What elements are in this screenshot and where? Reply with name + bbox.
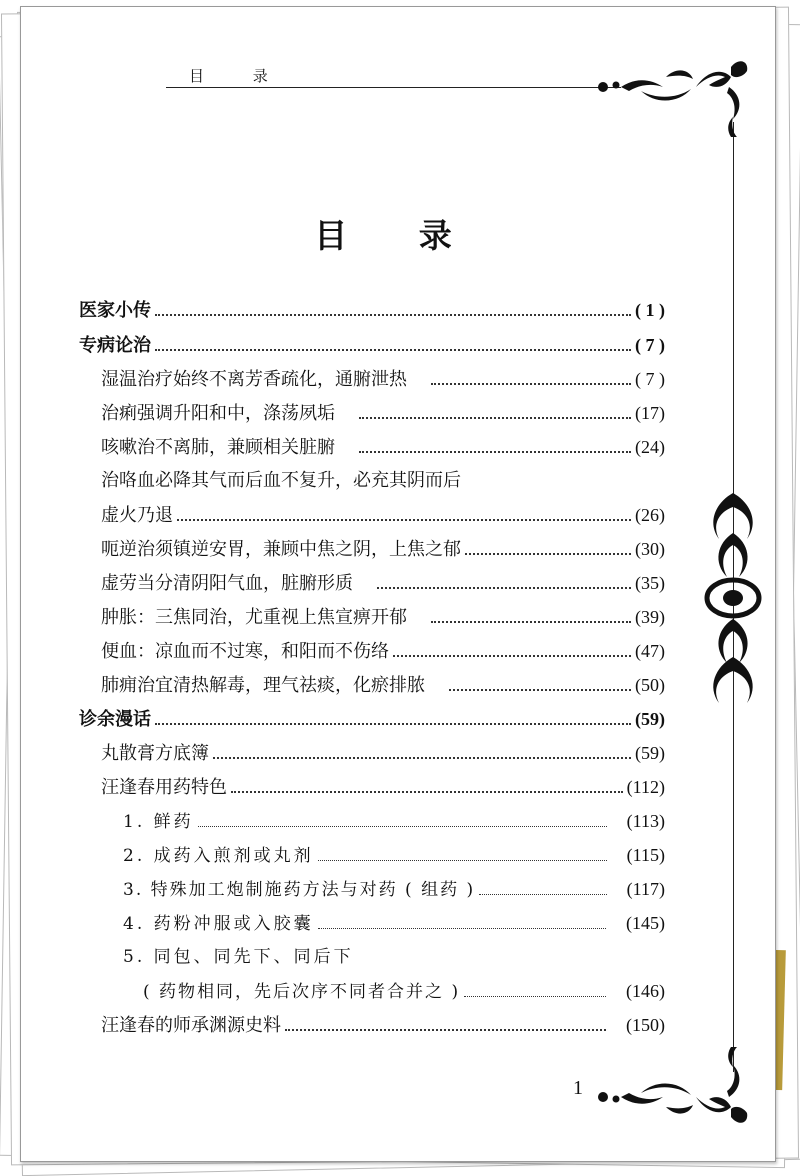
document-page	[20, 6, 776, 1162]
toc-entry-page: ( 7 )	[635, 335, 665, 355]
page-title: 目 录	[314, 216, 482, 255]
toc-entry-title: 治痢强调升阳和中，涤荡夙垢	[101, 403, 335, 424]
toc-entry[interactable]	[101, 398, 665, 428]
toc-entry-title: 丸散膏方底簿	[101, 743, 209, 764]
toc-entry[interactable]	[101, 534, 665, 564]
toc-entry-page: (26)	[635, 505, 665, 525]
toc-entry-title: 咳嗽治不离肺，兼顾相关脏腑	[101, 437, 335, 458]
side-ornament-icon	[697, 493, 769, 703]
toc-entry[interactable]	[79, 704, 665, 734]
leader-dots	[359, 403, 631, 419]
toc-entry-page: (146)	[626, 981, 665, 1001]
leader-dots	[431, 369, 631, 385]
leader-dots	[155, 335, 631, 351]
toc-entry-page: (24)	[635, 437, 665, 457]
leader-dots	[213, 743, 631, 759]
toc-entry[interactable]	[101, 568, 665, 598]
leader-dots	[318, 914, 606, 929]
running-head: 目 录	[189, 67, 290, 85]
toc-entry[interactable]	[123, 806, 665, 836]
toc-entry-title: 汪逢春的师承渊源史料	[101, 1015, 281, 1036]
toc-entry[interactable]	[123, 908, 665, 938]
toc-entry[interactable]	[123, 874, 665, 904]
toc-entry-page: ( 1 )	[635, 300, 665, 320]
toc-entry[interactable]	[101, 364, 665, 394]
leader-dots	[198, 812, 607, 827]
toc-entry-title: 3. 特殊加工炮制施药方法与对药 ( 组药 )	[123, 880, 476, 900]
toc-entry-page: (17)	[635, 403, 665, 423]
toc-entry-page: (39)	[635, 607, 665, 627]
toc-entry[interactable]	[79, 330, 665, 360]
toc-entry-title: 便血：凉血而不过寒，和阳而不伤络	[101, 641, 389, 662]
leader-dots	[359, 437, 631, 453]
toc-entry[interactable]	[101, 500, 665, 530]
toc-entry-page: (59)	[635, 709, 665, 729]
leader-dots	[479, 880, 607, 895]
leader-dots	[177, 505, 631, 521]
toc-entry[interactable]	[101, 602, 665, 632]
toc-entry-title: ( 药物相同，先后次序不同者合并之 )	[143, 982, 461, 1002]
corner-ornament-icon	[581, 1047, 761, 1137]
toc-entry-title: 汪逢春用药特色	[101, 777, 227, 798]
toc-entry-title: 肺痈治宜清热解毒，理气祛痰，化瘀排脓	[101, 675, 425, 696]
corner-ornament-icon	[581, 47, 761, 137]
leader-dots	[465, 539, 631, 555]
toc-entry[interactable]	[101, 636, 665, 666]
page-number: 1	[573, 1077, 583, 1099]
toc-entry-title: 医家小传	[79, 300, 151, 321]
toc-entry-page: (59)	[635, 743, 665, 763]
toc-entry-title: 专病论治	[79, 335, 151, 356]
toc-entry-page: (47)	[635, 641, 665, 661]
toc-entry-title: 呃逆治须镇逆安胃，兼顾中焦之阴，上焦之郁	[101, 539, 461, 560]
toc-entry-page: (30)	[635, 539, 665, 559]
leader-dots	[155, 709, 631, 725]
toc-entry-title: 湿温治疗始终不离芳香疏化，通腑泄热	[101, 369, 407, 390]
toc-entry[interactable]	[101, 670, 665, 700]
leader-dots	[155, 300, 631, 316]
toc-entry[interactable]	[123, 942, 665, 972]
leader-dots	[377, 573, 631, 589]
toc-entry-title: 虚火乃退	[101, 505, 173, 526]
toc-entry[interactable]	[101, 738, 665, 768]
toc-entry[interactable]	[123, 840, 665, 870]
toc-entry-title: 肿胀：三焦同治，尤重视上焦宣痹开郁	[101, 607, 407, 628]
toc-entry[interactable]	[101, 772, 665, 802]
leader-dots	[431, 607, 631, 623]
toc-entry-page: (115)	[626, 845, 665, 865]
toc-entry[interactable]	[101, 466, 665, 496]
toc-entry[interactable]	[101, 432, 665, 462]
toc-entry-page: (113)	[626, 811, 665, 831]
toc-entry[interactable]	[79, 295, 665, 325]
toc-entry-title: 诊余漫话	[79, 709, 151, 730]
toc-entry-page: (145)	[626, 913, 665, 933]
leader-dots	[464, 982, 606, 997]
toc-entry-page: (112)	[626, 777, 665, 797]
leader-dots	[285, 1015, 606, 1031]
toc-entry-page: (150)	[626, 1015, 665, 1035]
toc-entry-title: 虚劳当分清阴阳气血，脏腑形质	[101, 573, 353, 594]
toc-entry-page: (117)	[626, 879, 665, 899]
header-rule	[166, 87, 621, 88]
toc-entry-title: 2. 成药入煎剂或丸剂	[123, 846, 314, 866]
toc-entry-title: 治咯血必降其气而后血不复升，必充其阴而后	[101, 470, 461, 491]
toc-entry-title: 5. 同包、同先下、同后下	[123, 947, 354, 967]
toc-entry[interactable]	[143, 976, 665, 1006]
toc-entry-title: 4. 药粉冲服或入胶囊	[123, 914, 314, 934]
leader-dots	[393, 641, 631, 657]
toc-entry-page: (35)	[635, 573, 665, 593]
toc-entry-page: ( 7 )	[635, 369, 665, 389]
toc-entry-title: 1. 鲜药	[123, 812, 194, 832]
leader-dots	[449, 675, 631, 691]
leader-dots	[231, 777, 623, 793]
leader-dots	[318, 846, 607, 861]
toc-entry-page: (50)	[635, 675, 665, 695]
toc-entry[interactable]	[101, 1010, 665, 1040]
